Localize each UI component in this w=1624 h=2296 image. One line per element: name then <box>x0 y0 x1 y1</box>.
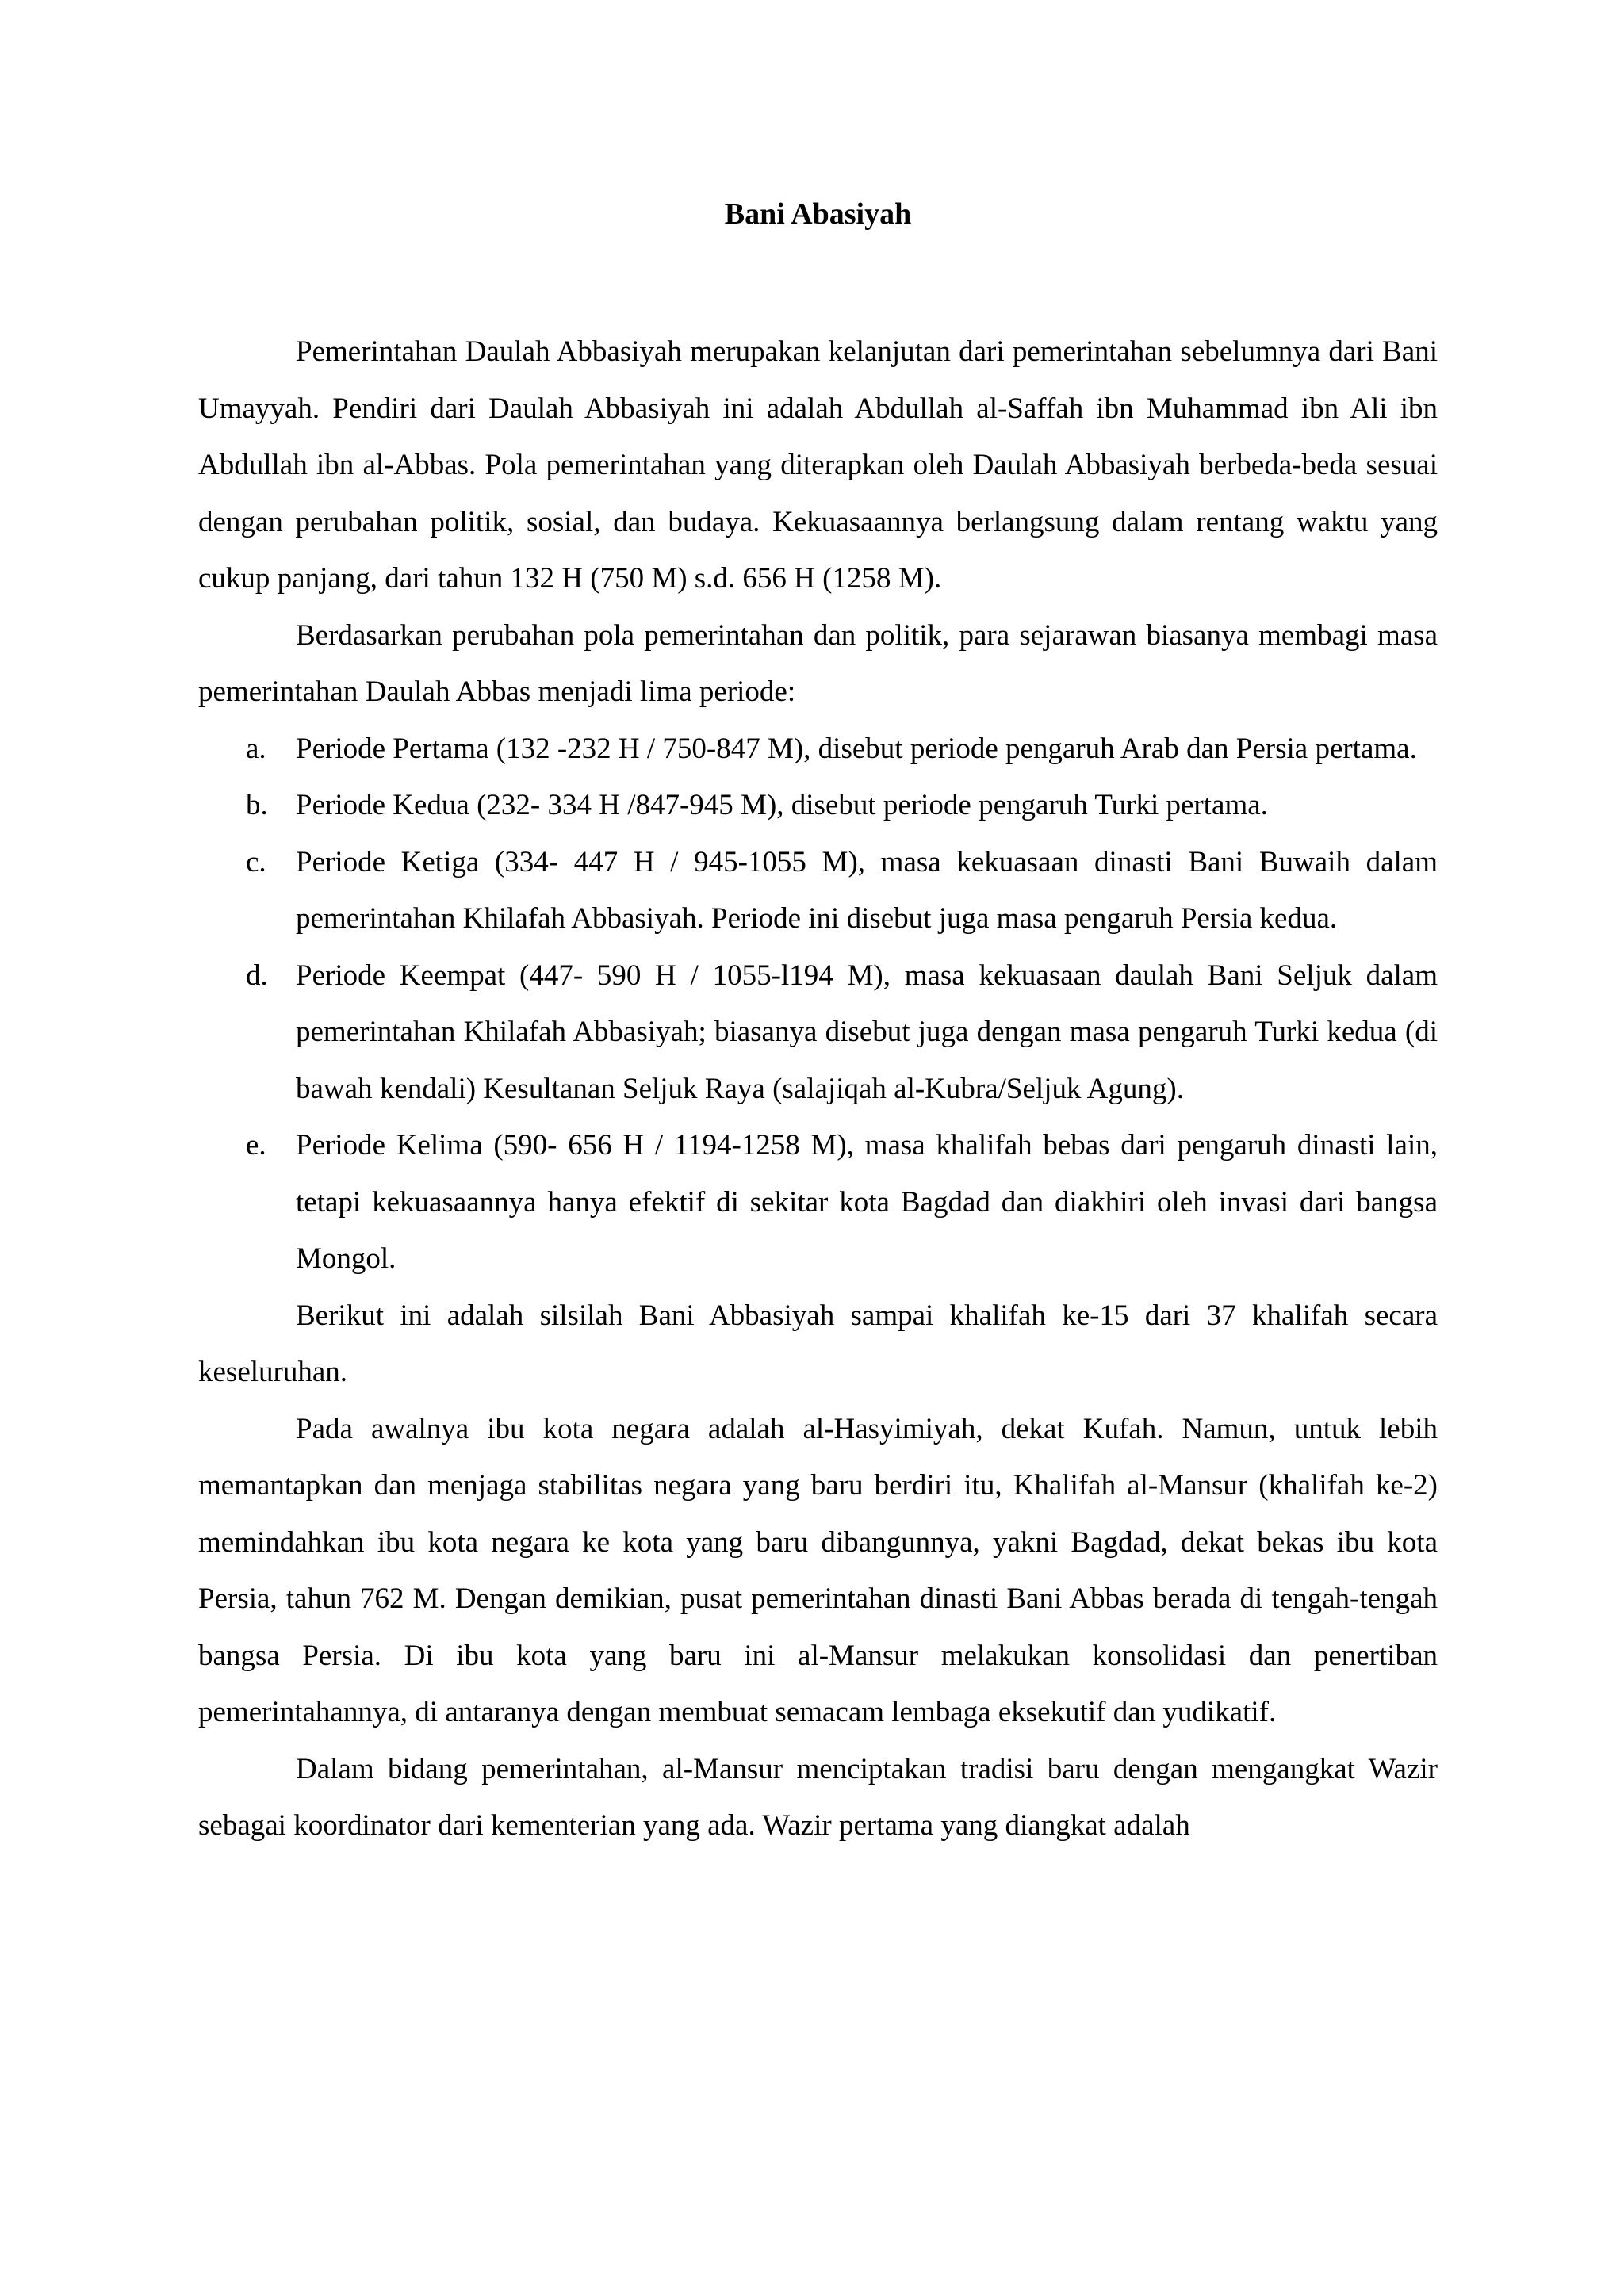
list-item-text: Periode Kedua (232- 334 H /847-945 M), disebut periode pengaruh Turki pertama. <box>296 789 1268 821</box>
list-item-text: Periode Kelima (590- 656 H / 1194-1258 M), masa khalifah bebas dari pengaruh dinasti lain, tetapi kekuasaannya hanya efektif di sekitar kota Bagdad dan diakhiri oleh invasi dari bangsa Mongol. <box>296 1129 1438 1275</box>
list-item-text: Periode Keempat (447- 590 H / 1055-l194 M), masa kekuasaan daulah Bani Seljuk dalam pemerintahan Khilafah Abbasiyah; biasanya disebut juga dengan masa pengaruh Turki kedua (di bawah kendali) Kesultanan Seljuk Raya (salajiqah al-Kubra/Seljuk Agung). <box>296 959 1438 1105</box>
periods-list <box>198 721 1438 1288</box>
paragraph-genealogy: Berikut ini adalah silsilah Bani Abbasiyah sampai khalifah ke-15 dari 37 khalifah secara keseluruhan. <box>198 1299 1438 1388</box>
list-marker: d. <box>246 959 268 992</box>
list-item <box>198 1117 1438 1288</box>
list-item <box>198 834 1438 947</box>
list-item <box>198 947 1438 1118</box>
paragraph-capital: Pada awalnya ibu kota negara adalah al-Hasyimiyah, dekat Kufah. Namun, untuk lebih memantapkan dan menjaga stabilitas negara yang baru berdiri itu, Khalifah al-Mansur (khalifah ke-2) memindahkan ibu kota negara ke kota yang baru dibangunnya, yakni Bagdad, dekat bekas ibu kota Persia, tahun 762 M. Dengan demikian, pusat pemerintahan dinasti Bani Abbas berada di tengah-tengah bangsa Persia. Di ibu kota yang baru ini al-Mansur melakukan konsolidasi dan penertiban pemerintahannya, di antaranya dengan membuat semacam lembaga eksekutif dan yudikatif. <box>198 1412 1438 1728</box>
list-item-text: Periode Ketiga (334- 447 H / 945-1055 M), masa kekuasaan dinasti Bani Buwaih dalam pemerintahan Khilafah Abbasiyah. Periode ini disebut juga masa pengaruh Persia kedua. <box>296 845 1438 935</box>
list-marker: c. <box>246 845 266 878</box>
list-marker: a. <box>246 732 266 765</box>
list-marker: b. <box>246 789 268 821</box>
document-page <box>198 190 1438 1854</box>
paragraph-intro: Pemerintahan Daulah Abbasiyah merupakan kelanjutan dari pemerintahan sebelumnya dari Bani Umayyah. Pendiri dari Daulah Abbasiyah ini adalah Abdullah al-Saffah ibn Muhammad ibn Ali ibn Abdullah ibn al-Abbas. Pola pemerintahan yang diterapkan oleh Daulah Abbasiyah berbeda-beda sesuai dengan perubahan politik, sosial, dan budaya. Kekuasaannya berlangsung dalam rentang waktu yang cukup panjang, dari tahun 132 H (750 M) s.d. 656 H (1258 M). <box>198 335 1438 595</box>
paragraph-government: Dalam bidang pemerintahan, al-Mansur menciptakan tradisi baru dengan mengangkat Wazir sebagai koordinator dari kementerian yang ada. Wazir pertama yang diangkat adalah <box>198 1752 1438 1842</box>
list-item <box>198 721 1438 778</box>
document-title: Bani Abasiyah <box>724 197 912 231</box>
list-marker: e. <box>246 1129 266 1161</box>
paragraph-periods-intro: Berdasarkan perubahan pola pemerintahan dan politik, para sejarawan biasanya membagi masa pemerintahan Daulah Abbas menjadi lima periode: <box>198 618 1438 708</box>
list-item-text: Periode Pertama (132 -232 H / 750-847 M), disebut periode pengaruh Arab dan Persia pertama. <box>296 732 1417 765</box>
list-item <box>198 777 1438 834</box>
